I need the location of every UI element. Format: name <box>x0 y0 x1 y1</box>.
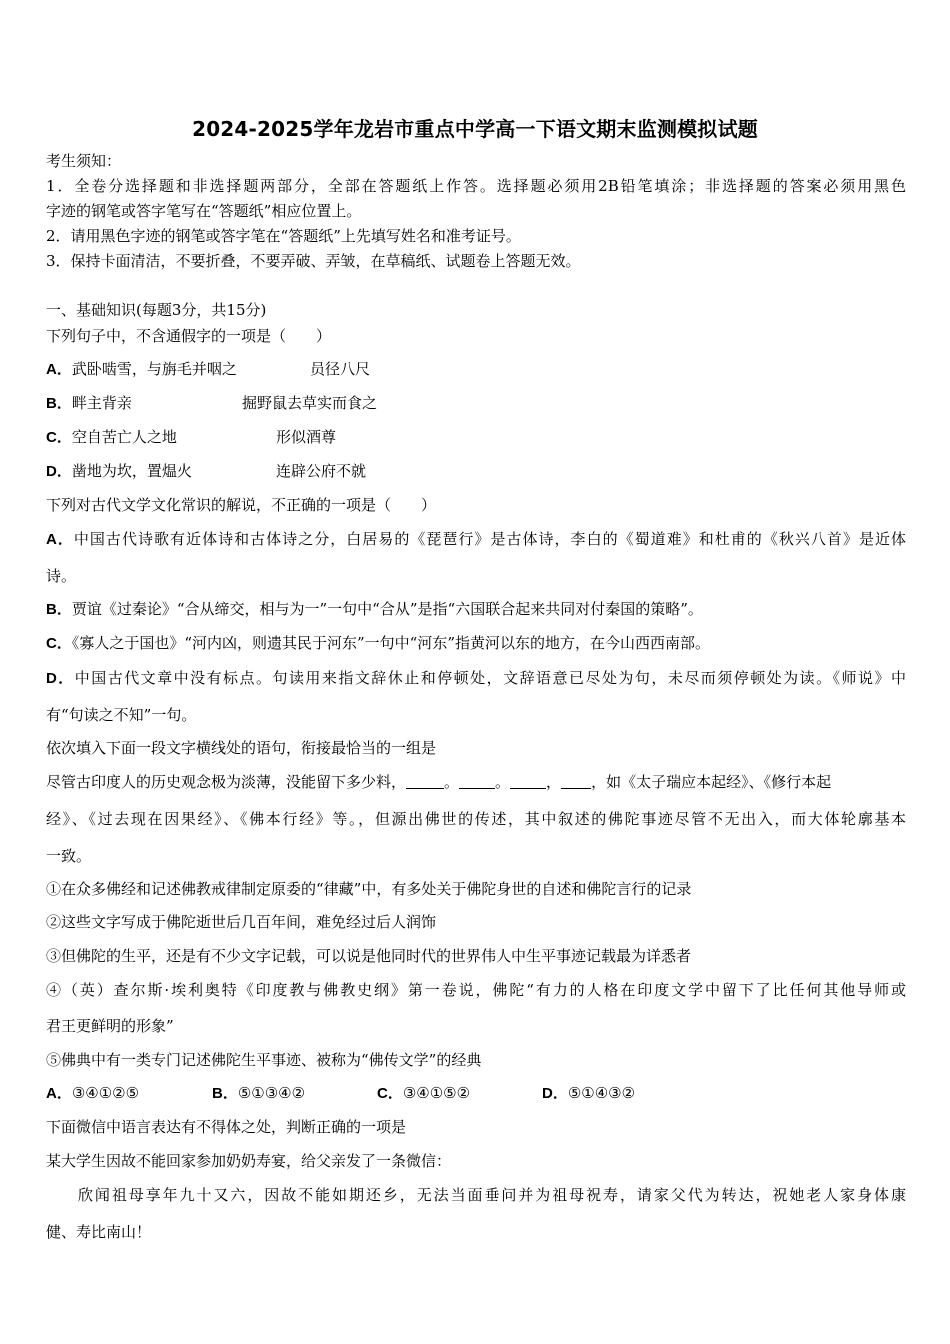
option-text: 中国古代文章中没有标点。句读用来指文辞休止和停顿处，文辞语意已尽处为句，未尽而须停顿处为读。《师说》中 <box>74 669 906 687</box>
option-label: B． <box>46 395 72 412</box>
fill-blank[interactable] <box>510 774 546 789</box>
q1-option-b <box>46 393 132 414</box>
option-text: 畔主背亲 <box>71 394 132 412</box>
option-text: ③④①②⑤ <box>71 1084 140 1102</box>
q3-item-3: ③但佛陀的生平，还是有不少文字记载，可以说是他同时代的世界伟人中生平事迹记载最为详悉者 <box>46 947 692 965</box>
q3-option-a <box>46 1083 139 1104</box>
q3-item-4: ④（英）查尔斯·埃利奥特《印度教与佛教史纲》第一卷说，佛陀“有力的人格在印度文学中留下了比任何其他导师或 <box>46 981 906 999</box>
q3-option-d <box>542 1083 635 1104</box>
option-label: B． <box>212 1085 238 1102</box>
q1-stem: 下列句子中，不含通假字的一项是（ ） <box>46 327 332 345</box>
blank-separator: ， <box>546 773 562 791</box>
q1-option-c <box>46 427 177 448</box>
q2-option-d <box>46 668 906 689</box>
q2-option-d-cont: 有“句读之不知”一句。 <box>46 706 197 724</box>
q1-option-a <box>46 359 237 380</box>
fill-blank[interactable] <box>406 774 444 789</box>
q3-item-5: ⑤佛典中有一类专门记述佛陀生平事迹、被称为“佛传文学”的经典 <box>46 1051 482 1069</box>
q1-option-a-second: 员径八尺 <box>310 360 371 378</box>
passage-end: ，如《太子瑞应本起经》、《修行本起 <box>591 773 832 791</box>
q3-item-2: ②这些文字写成于佛陀逝世后几百年间，难免经过后人润饰 <box>46 913 437 931</box>
q2-option-a <box>46 529 906 550</box>
notice-item-3: 3．保持卡面清洁，不要折叠，不要弄破、弄皱，在草稿纸、试题卷上答题无效。 <box>46 252 581 270</box>
option-text: 贾谊《过秦论》“合从缔交，相与为一”一句中“合从”是指“六国联合起来共同对付秦国的策略”。 <box>71 600 703 618</box>
option-text: 空自苦亡人之地 <box>71 428 177 446</box>
q3-option-b <box>212 1083 305 1104</box>
option-label: C． <box>377 1085 403 1102</box>
option-label: C． <box>46 635 72 652</box>
option-label: D． <box>46 670 75 687</box>
option-label: A． <box>46 531 74 548</box>
section-heading: 一、基础知识(每题3分，共15分) <box>46 301 267 319</box>
option-label: D． <box>542 1085 568 1102</box>
notice-item-1: 1．全卷分选择题和非选择题两部分，全部在答题纸上作答。选择题必须用2B铅笔填涂；非选择题的答案必须用黑色 <box>46 177 906 195</box>
notice-item-2: 2．请用黑色字迹的钢笔或答字笔在“答题纸”上先填写姓名和准考证号。 <box>46 227 521 245</box>
option-label: A． <box>46 1085 72 1102</box>
q2-option-b <box>46 599 703 620</box>
q1-option-b-second: 掘野鼠去草实而食之 <box>242 394 378 412</box>
option-label: C． <box>46 429 72 446</box>
q2-stem: 下列对古代文学文化常识的解说，不正确的一项是（ ） <box>46 496 437 514</box>
q3-passage-line3: 一致。 <box>46 847 92 865</box>
q4-message-line1: 欣闻祖母享年九十又六，因故不能如期还乡，无法当面垂问并为祖母祝寿，请家父代为转达，祝她老人家身体康 <box>78 1186 906 1204</box>
option-text: 武卧啮雪，与旃毛并咽之 <box>71 360 237 378</box>
q4-message-line2: 健、寿比南山！ <box>46 1223 152 1241</box>
q1-option-d-second: 连辟公府不就 <box>276 462 367 480</box>
page-title: 2024-2025学年龙岩市重点中学高一下语文期末监测模拟试题 <box>192 117 758 141</box>
option-label: A． <box>46 361 72 378</box>
q1-option-c-second: 形似酒尊 <box>276 428 337 446</box>
option-text: ③④①⑤② <box>402 1084 471 1102</box>
option-text: 中国古代诗歌有近体诗和古体诗之分，白居易的《琵琶行》是古体诗，李白的《蜀道难》和杜甫的《秋兴八首》是近体 <box>73 530 906 548</box>
q4-stem: 下面微信中语言表达有不得体之处，判断正确的一项是 <box>46 1118 407 1136</box>
option-text: ⑤①④③② <box>567 1084 636 1102</box>
q3-item-1: ①在众多佛经和记述佛教戒律制定原委的“律藏”中，有多处关于佛陀身世的自述和佛陀言行的记录 <box>46 880 692 898</box>
option-text: 凿地为坎，置煴火 <box>71 462 192 480</box>
option-text: ⑤①③④② <box>237 1084 306 1102</box>
notice-heading: 考生须知： <box>46 152 122 170</box>
notice-item-1-cont: 字迹的钢笔或答字笔写在“答题纸”相应位置上。 <box>46 202 362 220</box>
q2-option-c <box>46 633 710 654</box>
q2-option-a-cont: 诗。 <box>46 567 77 585</box>
q3-passage-line1 <box>46 772 831 792</box>
q3-item-4-cont: 君王更鲜明的形象” <box>46 1017 174 1035</box>
q3-passage-line2: 经》、《过去现在因果经》、《佛本行经》等。，但源出佛世的传述，其中叙述的佛陀事迹尽管不无出入，而大体轮廓基本 <box>46 810 906 828</box>
q1-option-d <box>46 461 192 482</box>
option-label: B． <box>46 601 72 618</box>
passage-start: 尽管古印度人的历史观念极为淡薄，没能留下多少料， <box>46 773 407 791</box>
fill-blank[interactable] <box>459 774 495 789</box>
option-label: D． <box>46 463 72 480</box>
q3-stem: 依次填入下面一段文字横线处的语句，衔接最恰当的一组是 <box>46 739 437 757</box>
fill-blank[interactable] <box>561 774 591 789</box>
q4-intro: 某大学生因故不能回家参加奶奶寿宴，给父亲发了一条微信： <box>46 1152 452 1170</box>
blank-separator: 。 <box>495 773 511 791</box>
q3-option-c <box>377 1083 470 1104</box>
blank-separator: 。 <box>444 773 460 791</box>
option-text: 《寡人之于国也》“河内凶，则遗其民于河东”一句中“河东”指黄河以东的地方，在今山西西南部。 <box>71 634 711 652</box>
